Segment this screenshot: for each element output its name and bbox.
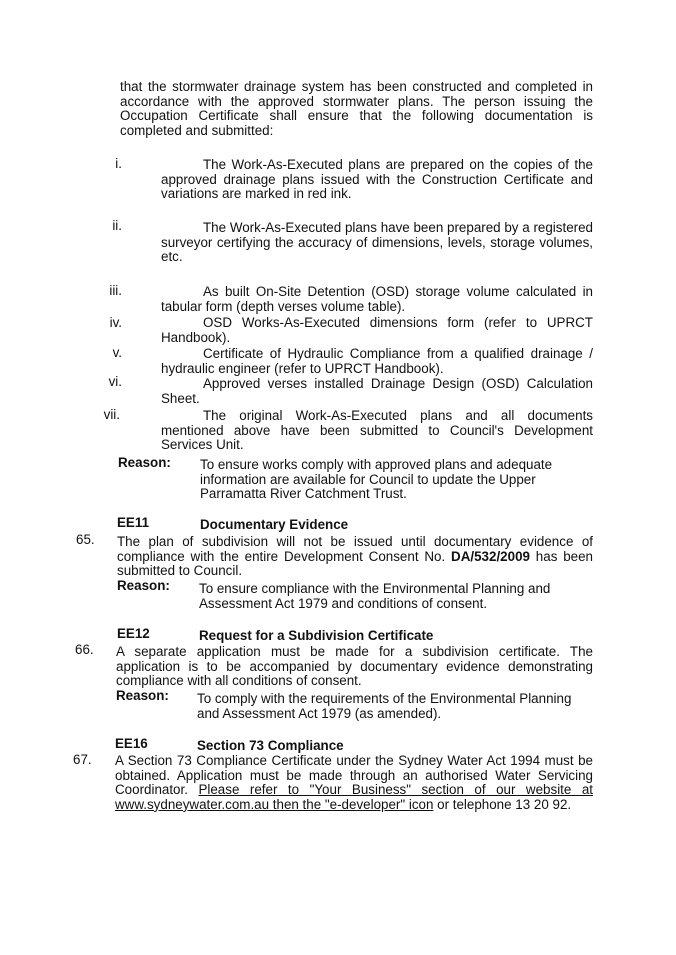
condition-number: 66. (75, 642, 94, 657)
condition-text: A separate application must be made for a subdivision certificate. The application is to be accompanied by documentary evidence demonstrating compliance with all conditions of consent. (116, 644, 593, 689)
list-item-text: The Work-As-Executed plans have been prepared by a registered surveyor certifying the accuracy of dimensions, levels, storage volumes, etc. (161, 220, 593, 265)
item-number: i. (115, 156, 122, 171)
list-item-text: As built On-Site Detention (OSD) storage volume calculated in tabular form (depth verses volume table). (161, 284, 593, 314)
condition-text-part: or telephone 13 20 92. (433, 796, 572, 812)
condition-title: Section 73 Compliance (197, 738, 344, 753)
list-item (161, 316, 593, 345)
condition-title: Documentary Evidence (200, 517, 349, 532)
intro-paragraph: that the stormwater drainage system has been constructed and completed in accordance with the approved stormwater plans. The person issuing the Occupation Certificate shall ensure that the following documentation is completed and submitted: (120, 79, 593, 138)
list-item-text: The Work-As-Executed plans are prepared on the copies of the approved drainage plans issued with the Construction Certificate and variations are marked in red ink. (161, 157, 593, 202)
reason-text: To ensure compliance with the Environmental Planning and Assessment Act 1979 and conditions of consent. (199, 581, 551, 611)
condition-number: 67. (73, 752, 92, 767)
list-item (161, 158, 593, 202)
list-item (161, 409, 593, 453)
reason-text: To ensure works comply with approved plans and adequate information are available for Council to update the Upper Parramatta River Catchment Trust. (200, 457, 553, 502)
condition-number: 65. (76, 532, 95, 547)
reason-label: Reason: (118, 455, 171, 470)
item-number: ii. (112, 218, 122, 233)
condition-title: Request for a Subdivision Certificate (199, 628, 434, 643)
list-item-text: The original Work-As-Executed plans and all documents mentioned above have been submitted to Council's Development Services Unit. (161, 408, 593, 453)
condition-text-part: A Section 73 Compliance Certificate under the Sydney Water Act 1994 must be obtained. Application must be made through an authorised Water Servicing Coordinator. (115, 753, 593, 798)
condition-text-part: has been submitted to Council. (117, 548, 593, 579)
reason-label: Reason: (117, 578, 170, 593)
list-item (161, 221, 593, 265)
condition-text (117, 535, 593, 579)
item-number: vi. (108, 374, 122, 389)
item-number: v. (112, 345, 122, 360)
list-item (161, 377, 593, 406)
list-item-text: Approved verses installed Drainage Design (OSD) Calculation Sheet. (161, 376, 593, 406)
condition-code: EE11 (117, 515, 150, 530)
condition-text-part: The plan of subdivision will not be issued until documentary evidence of compliance with the entire Development Consent No. (117, 534, 593, 564)
website-reference-link[interactable]: Please refer to "Your Business" section of our website at www.sydneywater.com.au then the "e-developer" icon (115, 782, 593, 812)
reason-text: To comply with the requirements of the Environmental Planning and Assessment Act 1979 (as amended). (197, 691, 572, 721)
condition-code: EE16 (115, 736, 148, 751)
item-number: iv. (109, 315, 122, 330)
list-item-text: Certificate of Hydraulic Compliance from a qualified drainage / hydraulic engineer (refer to UPRCT Handbook). (161, 346, 593, 376)
item-number: vii. (103, 407, 120, 422)
reason-label: Reason: (116, 688, 169, 703)
list-item (161, 347, 593, 376)
condition-text (115, 754, 593, 812)
list-item (161, 285, 593, 314)
consent-number: DA/532/2009 (451, 548, 530, 564)
condition-code: EE12 (117, 626, 150, 641)
list-item-text: OSD Works-As-Executed dimensions form (refer to UPRCT Handbook). (161, 315, 593, 345)
item-number: iii. (109, 283, 122, 298)
